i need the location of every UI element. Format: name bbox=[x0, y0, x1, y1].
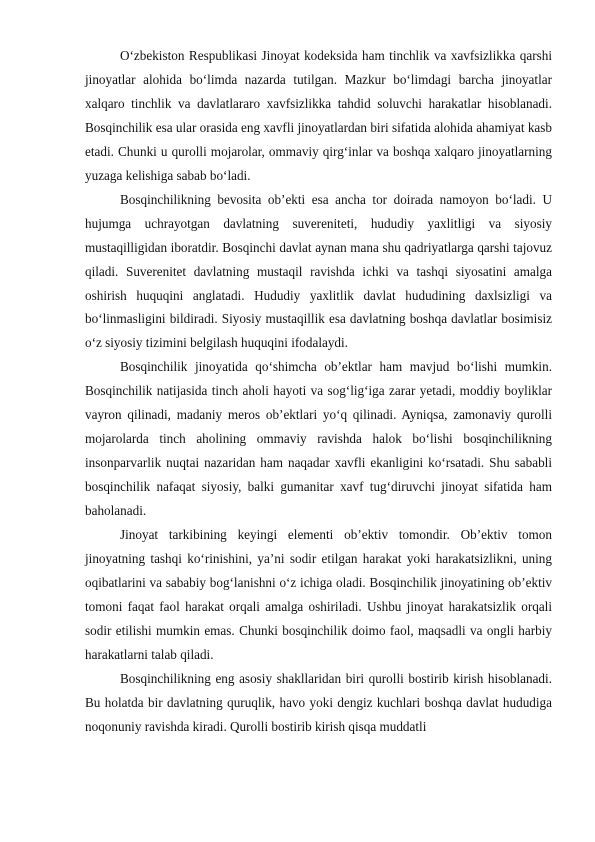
paragraph-1: O‘zbekiston Respublikasi Jinoyat kodeksida ham tinchlik va xavfsizlikka qarshi jinoyatlar alohida bo‘limda nazarda tutilgan. Mazkur bo‘limdagi barcha jinoyatlar xalqaro tinchlik va davlatlararo xavfsizlikka tahdid soluvchi harakatlar hisoblanadi. Bosqinchilik esa ular orasida eng xavfli jinoyatlardan biri sifatida alohida ahamiyat kasb etadi. Chunki u qurolli mojarolar, ommaviy qirg‘inlar va boshqa xalqaro jinoyatlarning yuzaga kelishiga sabab bo‘ladi. bbox=[85, 48, 552, 183]
paragraph-2: Bosqinchilikning bevosita ob’ekti esa ancha tor doirada namoyon bo‘ladi. U hujumga uchrayotgan davlatning suvereniteti, hududiy yaxlitligi va siyosiy mustaqilligidan iboratdir. Bosqinchi davlat aynan mana shu qadriyatlarga qarshi tajovuz qiladi. Suverenitet davlatning mustaqil ravishda ichki va tashqi siyosatini amalga oshirish huquqini anglatadi. Hududiy yaxlitlik davlat hududining daxlsizligi va bo‘linmasligini bildiradi. Siyosiy mustaqillik esa davlatning boshqa davlatlar bosimisiz o‘z siyosiy tizimini belgilash huquqini ifodalaydi. bbox=[85, 191, 552, 351]
paragraph-3: Bosqinchilik jinoyatida qo‘shimcha ob’ektlar ham mavjud bo‘lishi mumkin. Bosqinchilik natijasida tinch aholi hayoti va sog‘lig‘iga zarar yetadi, moddiy boyliklar vayron qilinadi, madaniy meros ob’ektlari yo‘q qilinadi. Ayniqsa, zamonaviy qurolli mojarolarda tinch aholining ommaviy ravishda halok bo‘lishi bosqinchilikning insonparvarlik nuqtai nazaridan ham naqadar xavfli ekanligini ko‘rsatadi. Shu sababli bosqinchilik nafaqat siyosiy, balki gumanitar xavf tug‘diruvchi jinoyat sifatida ham baholanadi. bbox=[85, 359, 552, 519]
body-text bbox=[85, 44, 552, 739]
paragraph-4: Jinoyat tarkibining keyingi elementi ob’ektiv tomondir. Ob’ektiv tomon jinoyatning tashqi ko‘rinishini, ya’ni sodir etilgan harakat yoki harakatsizlikni, uning oqibatlarini va sababiy bog‘lanishni o‘z ichiga oladi. Bosqinchilik jinoyatining ob’ektiv tomoni faqat faol harakat orqali amalga oshiriladi. Ushbu jinoyat harakatsizlik orqali sodir etilishi mumkin emas. Chunki bosqinchilik doimo faol, maqsadli va ongli harbiy harakatlarni talab qiladi. bbox=[85, 527, 552, 662]
paragraph-5: Bosqinchilikning eng asosiy shakllaridan biri qurolli bostirib kirish hisoblanadi. Bu holatda bir davlatning quruqlik, havo yoki dengiz kuchlari boshqa davlat hududiga noqonuniy ravishda kiradi. Qurolli bostirib kirish qisqa muddatli bbox=[85, 670, 552, 734]
